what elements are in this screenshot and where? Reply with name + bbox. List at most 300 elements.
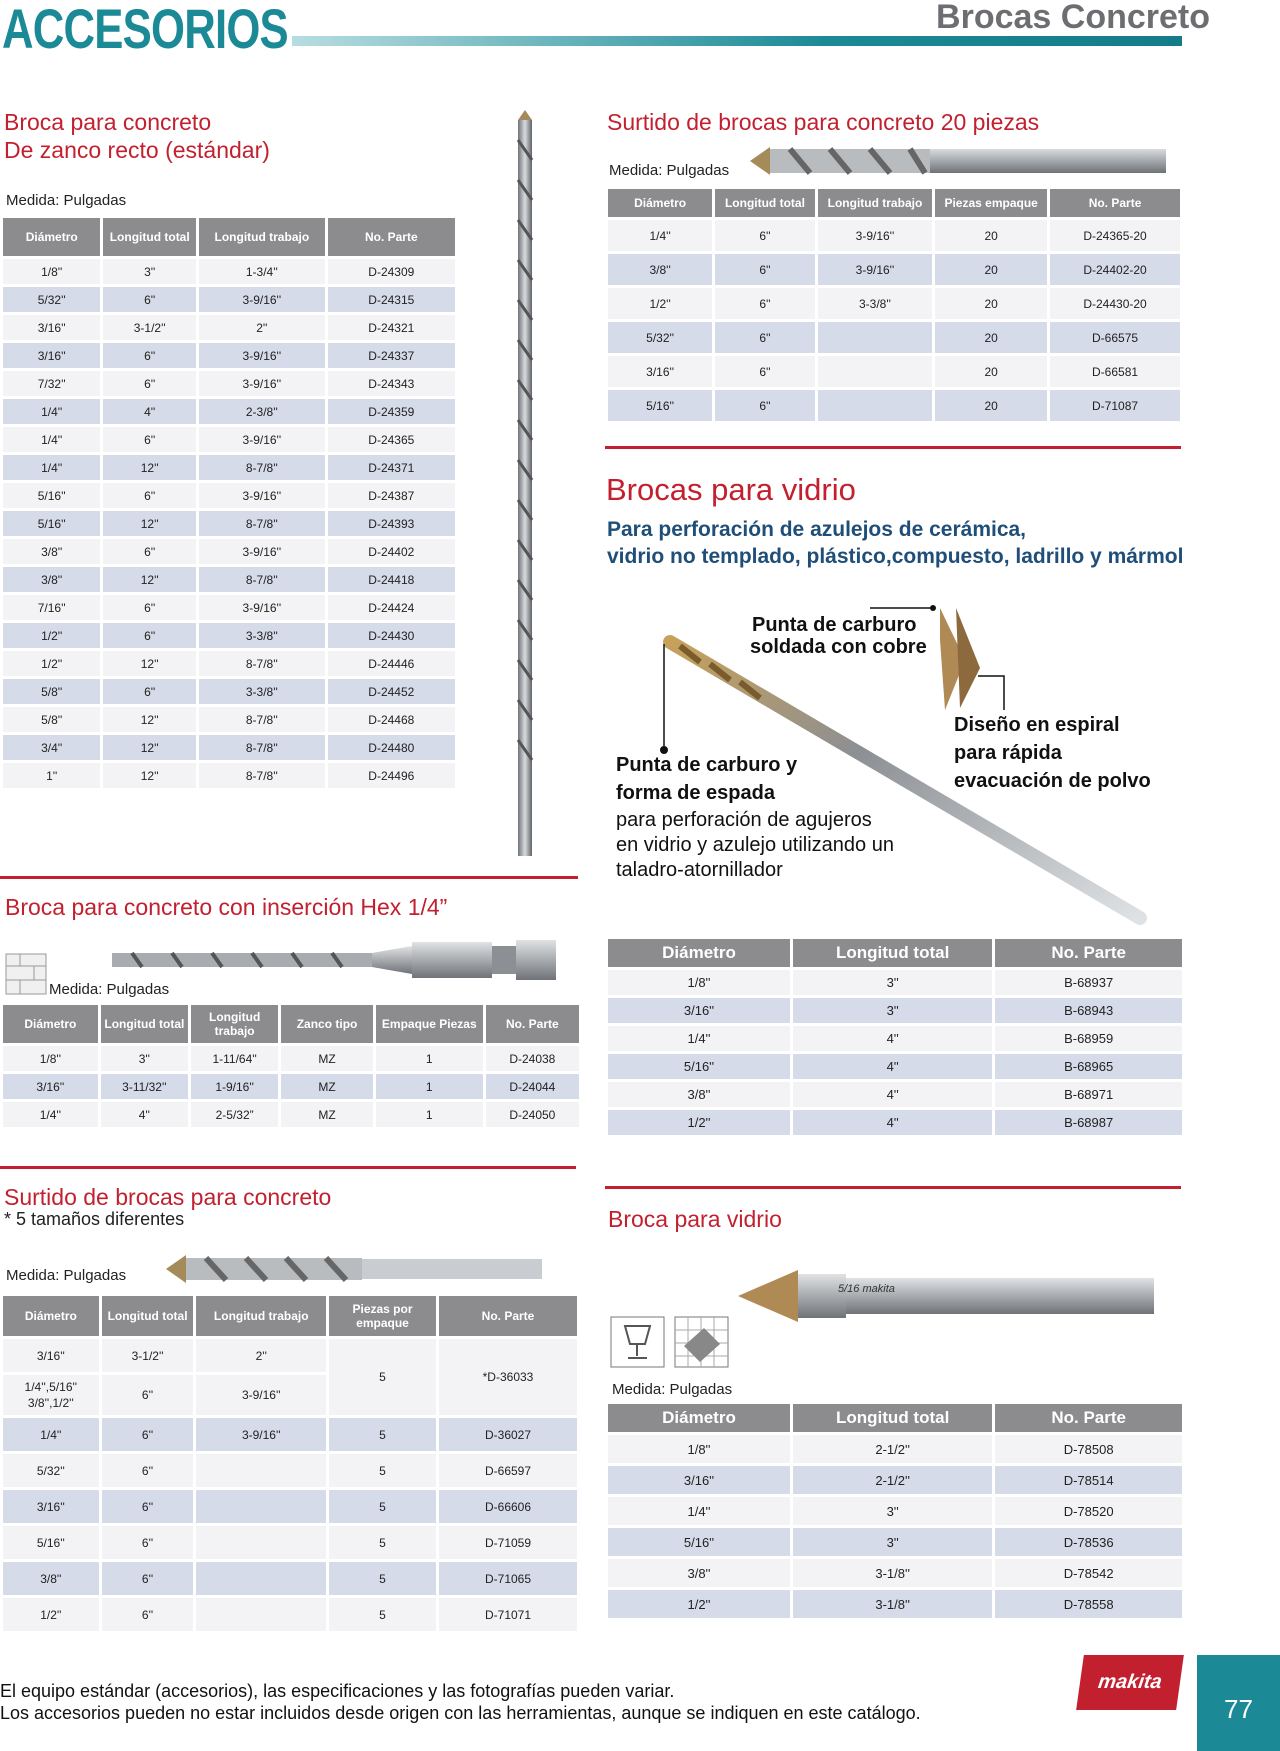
table-cell: B-68959 <box>995 1026 1182 1051</box>
table-cell: 2'' <box>199 315 325 340</box>
sec3-subtitle-1: Para perforación de azulejos de cerámica, <box>607 518 1027 541</box>
table-row <box>608 356 1180 387</box>
table-cell: 20 <box>935 356 1047 387</box>
table-cell: B-68965 <box>995 1054 1182 1079</box>
table-cell: 3/16'' <box>3 1074 98 1099</box>
table-cell: 5 <box>329 1526 436 1559</box>
column-header: Diámetro <box>3 1296 99 1336</box>
table-cell: 6'' <box>102 1598 194 1631</box>
table-cell: 3'' <box>793 1497 992 1525</box>
table-cell: 3'' <box>793 1528 992 1556</box>
table-cell: D-24402-20 <box>1050 254 1180 285</box>
table-cell: 20 <box>935 322 1047 353</box>
table-cell: 3/8'' <box>3 539 100 564</box>
table-cell: B-68987 <box>995 1110 1182 1135</box>
table-cell: 3-9/16'' <box>199 287 325 312</box>
table-cell: MZ <box>281 1102 373 1127</box>
bit-label: 5/16 makita <box>838 1283 895 1295</box>
table-cell: 3-9/16'' <box>199 483 325 508</box>
sec1-table <box>0 215 458 791</box>
table-cell: 2-1/2'' <box>793 1466 992 1494</box>
table-cell: 3/16'' <box>3 1490 99 1523</box>
table-cell: 5/16'' <box>3 1526 99 1559</box>
table-cell: 4'' <box>793 1110 992 1135</box>
column-header: No. Parte <box>439 1296 577 1336</box>
table-cell: 1/4'' <box>608 1026 790 1051</box>
table-cell: D-24365 <box>328 427 455 452</box>
table-cell: MZ <box>281 1074 373 1099</box>
table-row <box>3 1490 577 1523</box>
table-cell: 6'' <box>103 623 196 648</box>
table-cell: 3/16'' <box>608 356 712 387</box>
sec2-title: Surtido de brocas para concreto 20 piezas <box>607 109 1040 135</box>
table-cell: D-78514 <box>995 1466 1182 1494</box>
table-cell: 6'' <box>102 1490 194 1523</box>
table-cell: 6'' <box>103 287 196 312</box>
table-cell: 1/8'' <box>3 259 100 284</box>
table-row <box>3 1102 579 1127</box>
table-cell: 8-7/8'' <box>199 567 325 592</box>
table-cell: 6'' <box>715 288 814 319</box>
table-cell: 4'' <box>793 1054 992 1079</box>
tile-icon <box>674 1316 729 1368</box>
table-cell: 1 <box>376 1046 483 1071</box>
table-cell: D-71065 <box>439 1562 577 1595</box>
callout-tip-2: soldada con cobre <box>750 636 927 658</box>
table-cell <box>196 1454 326 1487</box>
table-cell: 3-9/16'' <box>199 343 325 368</box>
table-row <box>608 1026 1182 1051</box>
sec5-drill-bit-image <box>166 1252 546 1286</box>
table-cell: 4'' <box>793 1026 992 1051</box>
table-cell: 4'' <box>101 1102 188 1127</box>
table-cell: D-78542 <box>995 1559 1182 1587</box>
table-cell: 3'' <box>101 1046 188 1071</box>
table-cell: 3-1/8'' <box>793 1559 992 1587</box>
sec2-table <box>605 186 1183 424</box>
table-cell: D-66581 <box>1050 356 1180 387</box>
table-cell: 5 <box>329 1454 436 1487</box>
footer-line-1: El equipo estándar (accesorios), las especificaciones y las fotografías pueden variar. <box>0 1681 675 1701</box>
table-cell: 6'' <box>715 322 814 353</box>
column-header: Longitud trabajo <box>196 1296 326 1336</box>
sec5-table <box>0 1293 580 1634</box>
table-cell: 6'' <box>102 1418 194 1451</box>
table-cell: 5/16'' <box>608 1528 790 1556</box>
table-cell: 6'' <box>715 390 814 421</box>
callout-desc-1: para perforación de agujeros <box>616 809 872 831</box>
table-row <box>608 1082 1182 1107</box>
sec6-table <box>605 1401 1185 1621</box>
table-cell: 1/2'' <box>608 288 712 319</box>
callout-spiral-2: para rápida <box>954 742 1062 764</box>
column-header: No. Parte <box>486 1005 579 1043</box>
table-row <box>3 1074 579 1099</box>
table-row <box>3 1046 579 1071</box>
callout-desc-2: en vidrio y azulejo utilizando un <box>616 834 894 856</box>
column-header: Longitud total <box>102 1296 194 1336</box>
sec5-note: * 5 tamaños diferentes <box>4 1209 185 1229</box>
table-cell: 1/4'' <box>3 427 100 452</box>
table-row <box>608 220 1180 251</box>
sec5-title: Surtido de brocas para concreto <box>4 1184 332 1210</box>
column-header: Diámetro <box>608 189 712 217</box>
table-cell: D-24343 <box>328 371 455 396</box>
category-title: Brocas Concreto <box>936 0 1210 36</box>
table-cell: 3-1/2'' <box>103 315 196 340</box>
table-cell: 6'' <box>102 1562 194 1595</box>
table-row <box>3 1418 577 1451</box>
column-header: No. Parte <box>1050 189 1180 217</box>
table-cell: 3-9/16'' <box>818 254 933 285</box>
table-cell: 3/16'' <box>608 1466 790 1494</box>
table-cell: 3/8'' <box>608 254 712 285</box>
table-row <box>608 1054 1182 1079</box>
brick-icon <box>4 952 48 996</box>
table-row <box>608 1497 1182 1525</box>
table-cell: 12'' <box>103 735 196 760</box>
cell-line: 1/4'',5/16'' <box>24 1380 78 1394</box>
table-cell: 3-9/16'' <box>818 220 933 251</box>
table-row <box>608 254 1180 285</box>
table-cell: 20 <box>935 390 1047 421</box>
table-cell: D-78520 <box>995 1497 1182 1525</box>
sec3-table <box>605 936 1185 1138</box>
table-cell: 5 <box>329 1562 436 1595</box>
table-cell: 12'' <box>103 567 196 592</box>
table-cell: 1'' <box>3 763 100 788</box>
table-cell: 1/4'' <box>3 1418 99 1451</box>
table-cell: D-78558 <box>995 1590 1182 1618</box>
header-bar <box>292 36 1182 46</box>
table-cell: 3/8'' <box>3 1562 99 1595</box>
table-cell: 2-3/8'' <box>199 399 325 424</box>
table-cell: D-71071 <box>439 1598 577 1631</box>
table-cell: 5/8'' <box>3 707 100 732</box>
column-header: Longitud trabajo <box>818 189 933 217</box>
table-cell: 1/8'' <box>3 1046 98 1071</box>
table-cell <box>196 1490 326 1523</box>
table-cell: 3-1/2'' <box>102 1339 194 1372</box>
table-cell: 3-3/8'' <box>818 288 933 319</box>
table-cell: D-71059 <box>439 1526 577 1559</box>
column-header: Longitud total <box>715 189 814 217</box>
table-cell: 5 <box>329 1598 436 1631</box>
table-row <box>3 735 455 760</box>
table-cell: 6'' <box>715 356 814 387</box>
long-drill-bit-image <box>508 110 544 858</box>
sec3-subtitle-2: vidrio no templado, plástico,compuesto, ladrillo y mármol <box>607 545 1184 568</box>
table-row <box>3 651 455 676</box>
table-cell: 4'' <box>103 399 196 424</box>
column-header: Diámetro <box>608 939 790 967</box>
table-row <box>3 371 455 396</box>
table-cell: 5/32'' <box>3 287 100 312</box>
table-row <box>3 483 455 508</box>
column-header: Diámetro <box>3 218 100 256</box>
table-row <box>3 567 455 592</box>
callout-spade-1: Punta de carburo y <box>616 754 798 776</box>
table-cell: 1/2'' <box>608 1110 790 1135</box>
table-cell: 6'' <box>102 1454 194 1487</box>
table-row <box>3 679 455 704</box>
table-cell: 3-3/8'' <box>199 623 325 648</box>
table-cell: MZ <box>281 1046 373 1071</box>
section-title: ACCESORIOS <box>2 0 288 60</box>
table-cell <box>196 1526 326 1559</box>
table-cell: D-24371 <box>328 455 455 480</box>
table-cell: 3-9/16'' <box>199 595 325 620</box>
table-row <box>3 1454 577 1487</box>
table-cell: B-68971 <box>995 1082 1182 1107</box>
table-row <box>608 1528 1182 1556</box>
table-cell: 1-11/64'' <box>191 1046 278 1071</box>
callout-spiral-3: evacuación de polvo <box>954 770 1151 792</box>
table-cell: 3-9/16'' <box>196 1375 326 1415</box>
table-row <box>3 343 455 368</box>
sec4-divider <box>0 1166 576 1169</box>
callout-tip-1: Punta de carburo <box>752 614 917 636</box>
table-cell: 3/4'' <box>3 735 100 760</box>
sec2-medida: Medida: Pulgadas <box>609 162 730 179</box>
table-cell <box>818 390 933 421</box>
column-header: Empaque Piezas <box>376 1005 483 1043</box>
table-cell: 3/8'' <box>3 567 100 592</box>
column-header: No. Parte <box>328 218 455 256</box>
table-row <box>608 322 1180 353</box>
table-cell: D-24468 <box>328 707 455 732</box>
table-row <box>608 288 1180 319</box>
cell-line: 3/8'',1/2'' <box>27 1396 74 1410</box>
table-row <box>3 763 455 788</box>
table-cell: D-24496 <box>328 763 455 788</box>
column-header: No. Parte <box>995 1404 1182 1432</box>
table-cell: 8-7/8'' <box>199 455 325 480</box>
column-header: Longitud total <box>101 1005 188 1043</box>
table-row <box>608 1435 1182 1463</box>
table-cell: 3/16'' <box>3 315 100 340</box>
table-row <box>3 315 455 340</box>
table-cell: 6'' <box>103 427 196 452</box>
table-cell: D-36027 <box>439 1418 577 1451</box>
table-cell: 12'' <box>103 511 196 536</box>
table-cell: 3-1/8'' <box>793 1590 992 1618</box>
table-cell: D-24050 <box>486 1102 579 1127</box>
table-cell: 6'' <box>715 254 814 285</box>
makita-logo: makita <box>1076 1655 1184 1710</box>
table-cell: 8-7/8'' <box>199 707 325 732</box>
sec1-divider <box>0 876 578 879</box>
table-cell: 1/4'' <box>3 455 100 480</box>
table-row <box>3 511 455 536</box>
table-cell: 12'' <box>103 651 196 676</box>
table-cell: 3-9/16'' <box>199 539 325 564</box>
column-header: Longitud trabajo <box>199 218 325 256</box>
table-cell: 5/16'' <box>608 1054 790 1079</box>
table-cell: D-24315 <box>328 287 455 312</box>
table-row <box>3 707 455 732</box>
table-cell: D-24309 <box>328 259 455 284</box>
table-cell: D-66597 <box>439 1454 577 1487</box>
table-cell: 4'' <box>793 1082 992 1107</box>
table-cell: D-66606 <box>439 1490 577 1523</box>
sec1-title-1: Broca para concreto <box>4 109 212 135</box>
sec6-title: Broca para vidrio <box>608 1206 782 1232</box>
table-cell: 2-5/32” <box>191 1102 278 1127</box>
column-header: Diámetro <box>608 1404 790 1432</box>
table-cell: D-24452 <box>328 679 455 704</box>
table-cell: D-71087 <box>1050 390 1180 421</box>
table-cell: 3-11/32'' <box>101 1074 188 1099</box>
table-cell <box>196 1598 326 1631</box>
table-cell: 1/4'' <box>608 1497 790 1525</box>
table-cell: 1/2'' <box>3 1598 99 1631</box>
table-row <box>608 390 1180 421</box>
table-cell: 1-9/16'' <box>191 1074 278 1099</box>
sec3-title: Brocas para vidrio <box>606 472 856 507</box>
table-cell: 6'' <box>102 1526 194 1559</box>
callout-spade-2: forma de espada <box>616 782 775 804</box>
table-row <box>608 1590 1182 1618</box>
table-cell: D-24359 <box>328 399 455 424</box>
sec1-title-2: De zanco recto (estándar) <box>4 137 270 163</box>
table-cell: 6'' <box>103 679 196 704</box>
table-cell: 1 <box>376 1074 483 1099</box>
table-cell: D-24044 <box>486 1074 579 1099</box>
table-cell: 5/32'' <box>608 322 712 353</box>
table-cell: B-68943 <box>995 998 1182 1023</box>
table-cell: D-24337 <box>328 343 455 368</box>
table-row <box>3 623 455 648</box>
table-cell: 6'' <box>103 343 196 368</box>
table-cell: D-66575 <box>1050 322 1180 353</box>
table-row <box>608 970 1182 995</box>
column-header: Piezas por empaque <box>329 1296 436 1336</box>
table-cell: 2-1/2'' <box>793 1435 992 1463</box>
page-number: 77 <box>1224 1694 1253 1724</box>
table-cell: 1 <box>376 1102 483 1127</box>
table-cell: 3-9/16'' <box>199 427 325 452</box>
table-cell: 1-3/4'' <box>199 259 325 284</box>
table-row <box>3 539 455 564</box>
table-row <box>3 399 455 424</box>
table-row <box>3 595 455 620</box>
table-cell: 3-9/16'' <box>199 371 325 396</box>
column-header: Piezas empaque <box>935 189 1047 217</box>
table-cell <box>818 356 933 387</box>
sec4-medida: Medida: Pulgadas <box>49 981 170 998</box>
column-header: Zanco tipo <box>281 1005 373 1043</box>
table-cell: D-24430 <box>328 623 455 648</box>
sec6-medida: Medida: Pulgadas <box>612 1381 733 1398</box>
table-cell: 7/32'' <box>3 371 100 396</box>
hex-bit-image <box>112 936 562 986</box>
table-cell: 5/16'' <box>3 483 100 508</box>
table-cell: 5/16'' <box>608 390 712 421</box>
table-cell: 3/8'' <box>608 1082 790 1107</box>
table-cell: 6'' <box>103 371 196 396</box>
table-cell: D-24446 <box>328 651 455 676</box>
sec1-medida: Medida: Pulgadas <box>6 192 127 209</box>
table-cell: 3/16'' <box>3 343 100 368</box>
table-cell: 3-9/16'' <box>196 1418 326 1451</box>
table-cell: 1/4'' <box>608 220 712 251</box>
table-cell: D-24038 <box>486 1046 579 1071</box>
table-cell <box>818 322 933 353</box>
table-cell: 8-7/8'' <box>199 651 325 676</box>
column-header: Longitud total <box>793 939 992 967</box>
table-cell: 3/16'' <box>608 998 790 1023</box>
table-cell: 3'' <box>103 259 196 284</box>
table-row <box>3 259 455 284</box>
column-header: Diámetro <box>3 1005 98 1043</box>
table-cell: 5 <box>329 1339 436 1415</box>
table-cell: 5/16'' <box>3 511 100 536</box>
table-cell: D-24365-20 <box>1050 220 1180 251</box>
table-cell: 6'' <box>715 220 814 251</box>
table-cell: 1/2'' <box>3 623 100 648</box>
table-cell: 5/32'' <box>3 1454 99 1487</box>
table-cell: *D-36033 <box>439 1339 577 1415</box>
column-header: Longitud total <box>793 1404 992 1432</box>
table-cell: D-24387 <box>328 483 455 508</box>
table-cell: 1/8'' <box>608 970 790 995</box>
table-cell: 5 <box>329 1418 436 1451</box>
column-header: Longitud trabajo <box>191 1005 278 1043</box>
table-cell: 1/4'' <box>3 1102 98 1127</box>
table-row <box>608 1466 1182 1494</box>
table-row <box>3 1598 577 1631</box>
table-row <box>608 1110 1182 1135</box>
sec2-divider <box>605 446 1181 449</box>
table-cell: 8-7/8'' <box>199 763 325 788</box>
table-cell: D-24321 <box>328 315 455 340</box>
table-cell <box>3 1375 99 1415</box>
table-cell: 6'' <box>103 595 196 620</box>
table-cell: B-68937 <box>995 970 1182 995</box>
sec4-table <box>0 1002 582 1130</box>
column-header: Longitud total <box>103 218 196 256</box>
table-cell: 1/2'' <box>608 1590 790 1618</box>
sec2-drill-bit-image <box>750 143 1170 183</box>
glass-bit-image <box>738 1262 1158 1328</box>
table-cell: 6'' <box>103 539 196 564</box>
table-row <box>3 427 455 452</box>
column-header: No. Parte <box>995 939 1182 967</box>
table-cell: 20 <box>935 220 1047 251</box>
table-cell <box>196 1562 326 1595</box>
table-cell: 6'' <box>102 1375 194 1415</box>
table-cell: 8-7/8'' <box>199 511 325 536</box>
table-row <box>3 1562 577 1595</box>
table-row <box>608 998 1182 1023</box>
table-cell: D-24402 <box>328 539 455 564</box>
table-row <box>3 455 455 480</box>
table-cell: D-78508 <box>995 1435 1182 1463</box>
table-cell: 3'' <box>793 998 992 1023</box>
table-cell: 7/16'' <box>3 595 100 620</box>
sec5-medida: Medida: Pulgadas <box>6 1267 127 1284</box>
table-cell: 8-7/8'' <box>199 735 325 760</box>
table-cell: 12'' <box>103 763 196 788</box>
table-cell: 20 <box>935 288 1047 319</box>
table-cell: D-24393 <box>328 511 455 536</box>
table-cell: 20 <box>935 254 1047 285</box>
table-cell: 3/16'' <box>3 1339 99 1372</box>
sec3-divider <box>605 1186 1181 1189</box>
table-cell: 3'' <box>793 970 992 995</box>
table-cell: 1/2'' <box>3 651 100 676</box>
